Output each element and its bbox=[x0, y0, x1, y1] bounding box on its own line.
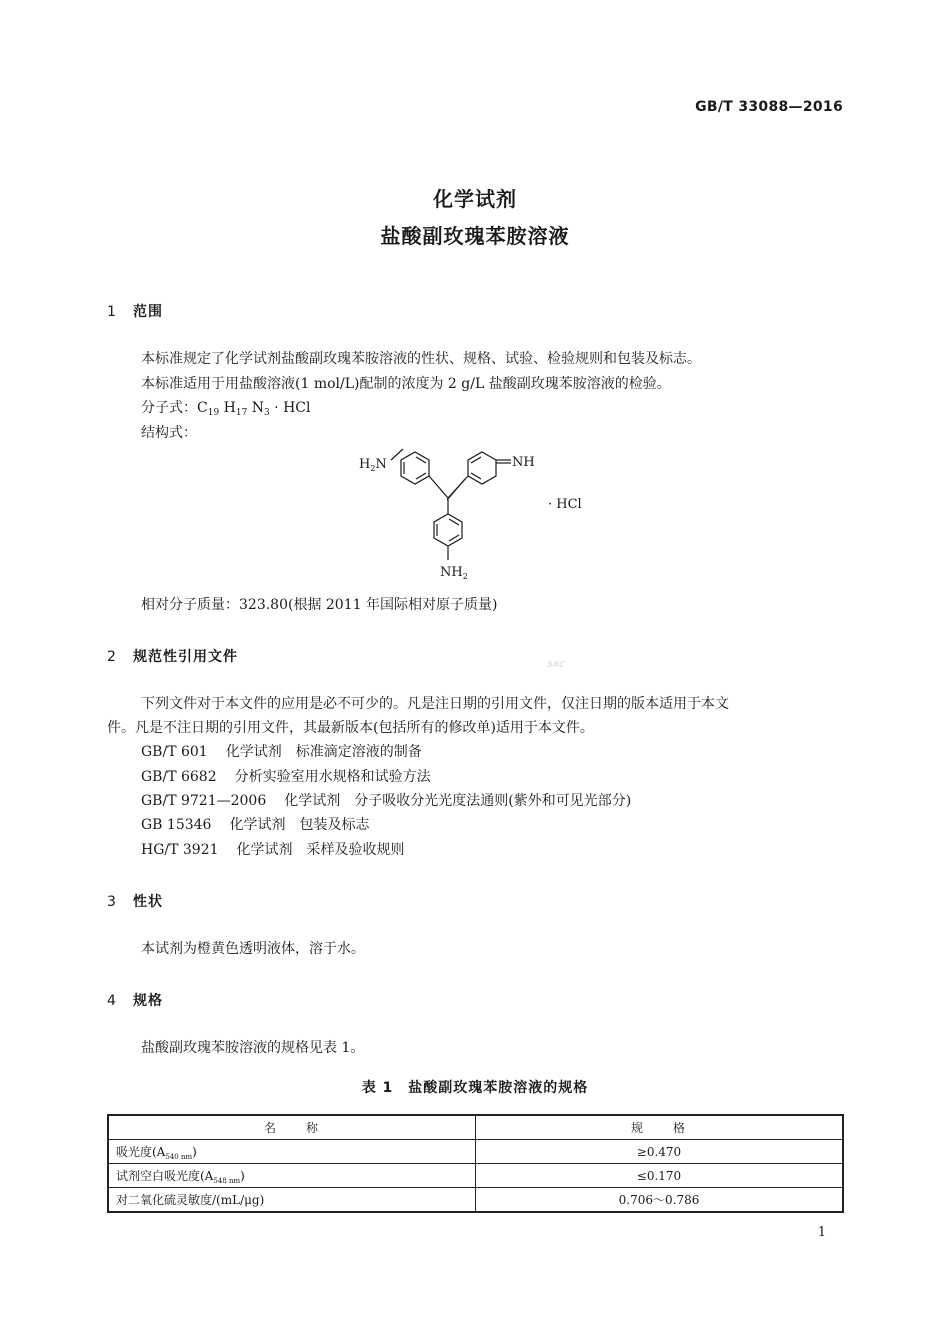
reference-item bbox=[141, 789, 631, 813]
column-header-spec: 规 格 bbox=[476, 1115, 844, 1140]
reference-title: 化学试剂 bbox=[229, 817, 286, 833]
hydrochloride-label: · HCl bbox=[548, 497, 582, 512]
reference-item bbox=[141, 838, 405, 862]
reference-code: GB/T 6682 bbox=[141, 769, 217, 785]
section-number: 4 bbox=[107, 993, 117, 1009]
reference-subtitle: 包装及标志 bbox=[299, 817, 370, 833]
normative-paragraph-line-2: 件。凡是不注日期的引用文件，其最新版本(包括所有的修改单)适用于本文件。 bbox=[107, 720, 594, 736]
section-number: 1 bbox=[107, 304, 117, 320]
section-number: 3 bbox=[107, 894, 117, 910]
section-title: 规范性引用文件 bbox=[133, 649, 238, 665]
column-header-name: 名 称 bbox=[108, 1115, 476, 1140]
table-header-row bbox=[108, 1115, 843, 1140]
reference-code: HG/T 3921 bbox=[141, 842, 219, 858]
table-row bbox=[108, 1188, 843, 1213]
reference-item bbox=[141, 765, 445, 789]
reference-subtitle: 采样及验收规则 bbox=[306, 842, 405, 858]
table-cell-spec: ≥0.470 bbox=[476, 1140, 844, 1164]
section-4-heading bbox=[107, 990, 163, 1010]
structural-formula bbox=[355, 446, 605, 591]
reference-code: GB 15346 bbox=[141, 817, 212, 833]
structure-label: 结构式： bbox=[141, 425, 197, 441]
molecular-mass: 相对分子质量：323.80(根据 2011 年国际相对原子质量) bbox=[141, 597, 498, 613]
reference-subtitle: 标准滴定溶液的制备 bbox=[295, 744, 422, 760]
formula-hcl: · HCl bbox=[269, 400, 311, 416]
scope-paragraph-2: 本标准适用于用盐酸溶液(1 mol/L)配制的浓度为 2 g/L 盐酸副玫瑰苯胺溶液的检验。 bbox=[141, 376, 671, 392]
formula-c: C bbox=[197, 400, 208, 416]
normative-paragraph-line-1: 下列文件对于本文件的应用是必不可少的。凡是注日期的引用文件，仅注日期的版本适用于本文 bbox=[141, 696, 729, 712]
reference-title: 化学试剂 bbox=[284, 793, 341, 809]
page-number: 1 bbox=[817, 1225, 826, 1240]
table-cell-spec: ≤0.170 bbox=[476, 1164, 844, 1188]
section-title: 性状 bbox=[133, 894, 163, 910]
reference-item bbox=[141, 740, 422, 764]
sac-watermark: SAC bbox=[547, 660, 565, 669]
section-1-heading bbox=[107, 301, 163, 321]
scope-paragraph-1: 本标准规定了化学试剂盐酸副玫瑰苯胺溶液的性状、规格、试验、检验规则和包装及标志。 bbox=[141, 351, 701, 367]
formula-n-count: 3 bbox=[264, 408, 270, 418]
reference-title: 化学试剂 bbox=[225, 744, 282, 760]
reference-item bbox=[141, 813, 369, 837]
amine-group-bottom: $NH_2$ bbox=[440, 565, 468, 581]
amine-group-left: $H_2N$ bbox=[359, 457, 387, 473]
standard-number: GB/T 33088—2016 bbox=[695, 99, 843, 115]
table-cell-name: 试剂空白吸光度$(A_{548 nm})$ bbox=[108, 1164, 476, 1188]
formula-n: N bbox=[251, 400, 264, 416]
section-2-heading bbox=[107, 646, 238, 666]
table-cell-spec: 0.706～0.786 bbox=[476, 1188, 844, 1213]
properties-paragraph: 本试剂为橙黄色透明液体，溶于水。 bbox=[141, 941, 365, 957]
formula-h: H bbox=[223, 400, 236, 416]
table-row bbox=[108, 1140, 843, 1164]
section-title: 规格 bbox=[133, 993, 163, 1009]
table-caption: 表 1 盐酸副玫瑰苯胺溶液的规格 bbox=[361, 1080, 589, 1096]
imine-group: NH bbox=[512, 455, 535, 470]
formula-h-count: 17 bbox=[235, 408, 248, 418]
specification-paragraph: 盐酸副玫瑰苯胺溶液的规格见表 1。 bbox=[141, 1040, 365, 1056]
table-cell-name: 吸光度$(A_{540 nm})$ bbox=[108, 1140, 476, 1164]
reference-subtitle: 分子吸收分光光度法通则(紫外和可见光部分) bbox=[354, 793, 632, 809]
reference-code: GB/T 9721—2006 bbox=[141, 793, 267, 809]
table-row bbox=[108, 1164, 843, 1188]
reference-code: GB/T 601 bbox=[141, 744, 208, 760]
formula-c-count: 19 bbox=[207, 408, 220, 418]
section-title: 范围 bbox=[133, 304, 163, 320]
section-3-heading bbox=[107, 891, 163, 911]
formula-label: 分子式： bbox=[141, 400, 197, 416]
reference-title: 分析实验室用水规格和试验方法 bbox=[234, 769, 431, 785]
table-cell-name: 对二氧化硫灵敏度/(mL/μg) bbox=[108, 1188, 476, 1213]
specification-table bbox=[107, 1114, 844, 1213]
section-number: 2 bbox=[107, 649, 117, 665]
reference-title: 化学试剂 bbox=[236, 842, 293, 858]
title-line-2: 盐酸副玫瑰苯胺溶液 bbox=[380, 224, 570, 248]
title-line-1: 化学试剂 bbox=[433, 187, 517, 211]
